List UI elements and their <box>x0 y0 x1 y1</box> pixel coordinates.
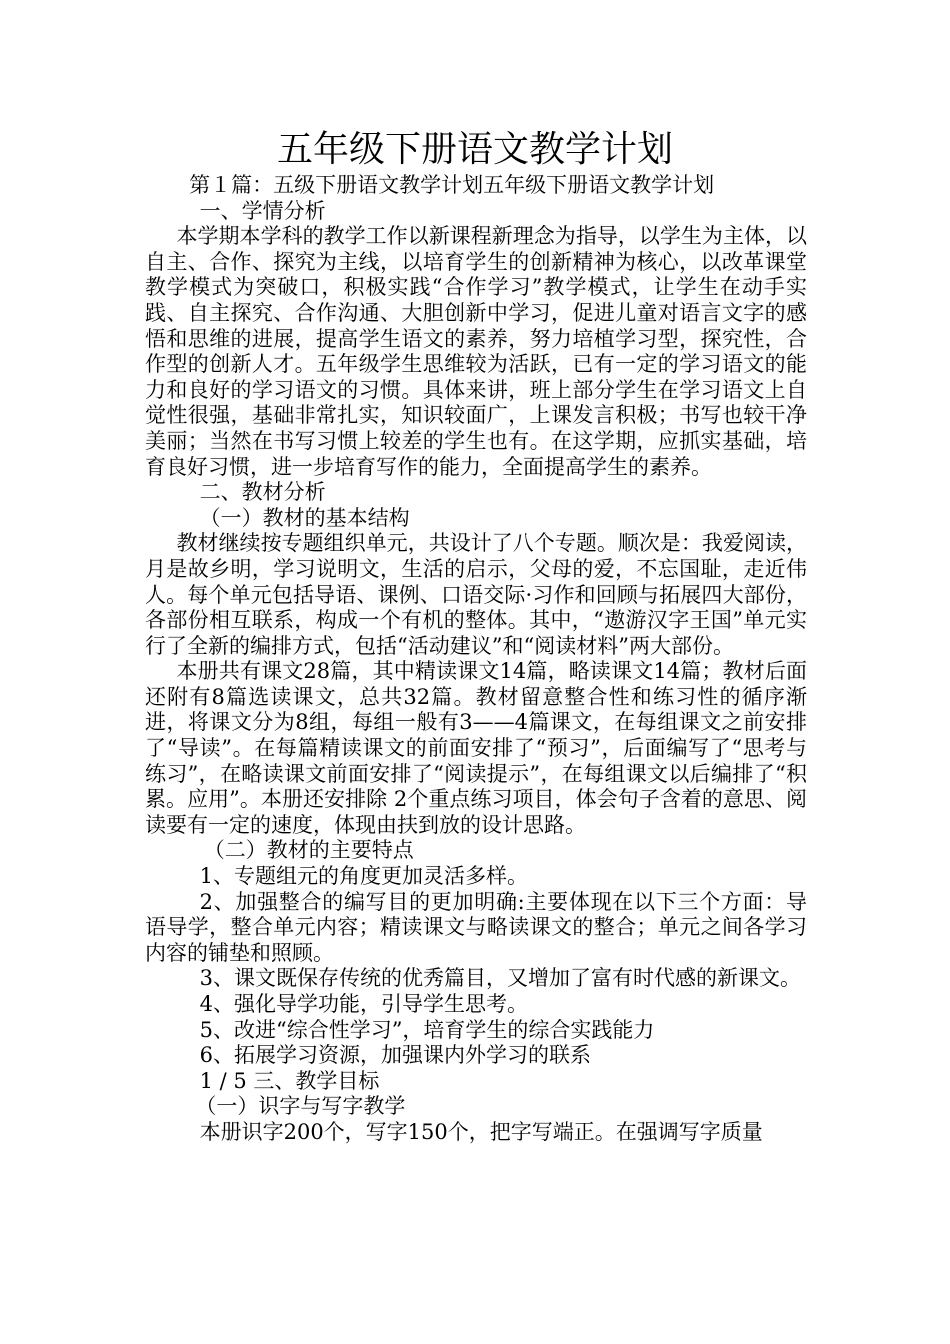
paragraph-tedian-1: 1、专题组元的角度更加灵活多样。 <box>199 864 528 889</box>
paragraph-tedian-6: 6、拓展学习资源，加强课内外学习的联系 <box>199 1043 591 1068</box>
paragraph-tedian-5: 5、改进“综合性学习”，培育学生的综合实践能力 <box>199 1017 655 1042</box>
paragraph-jiegou-1: 教材继续按专题组织单元，共设计了八个专题。顺次是：我爱阅读，月是故乡明，学习说明文，生活的启示，父母的爱，不忘国耻，走近伟人。每个单元包括导语、课例、口语交际·习作和回顾与拓展四大部份，各部份相互联系，构成一个有机的整体。其中，“遨游汉字王国”单元实行了全新的编排方式，包括“活动建议”和“阅读材料”两大部份。 <box>145 531 807 658</box>
paragraph-xueqing: 本学期本学科的教学工作以新课程新理念为指导，以学生为主体，以自主、合作、探究为主线，以培育学生的创新精神为核心，以改革课堂教学模式为突破口，积极实践“合作学习”教学模式，让学生在动手实践、自主探究、合作沟通、大胆创新中学习，促进儿童对语言文字的感悟和思维的进展，提高学生语文的素养，努力培植学习型，探究性，合作型的创新人才。五年级学生思维较为活跃，已有一定的学习语文的能力和良好的学习语文的习惯。具体来讲，班上部分学生在学习语文上自觉性很强，基础非常扎实，知识较面广，上课发言积极；书写也较干净美丽；当然在书写习惯上较差的学生也有。在这学期，应抓实基础，培育良好习惯，进一步培育写作的能力，全面提高学生的素养。 <box>145 224 807 479</box>
heading-tedian: （二）教材的主要特点 <box>203 838 414 863</box>
paragraph-jiegou-2: 本册共有课文28篇，其中精读课文14篇，略读课文14篇；教材后面还附有8篇选读课文，总共32篇。教材留意整合性和练习性的循序渐进，将课文分为8组，每组一般有3——4篇课文，在每组课文之前安排了“导读”。在每篇精读课文的前面安排了“预习”，后面编写了“思考与练习”，在略读课文前面安排了“阅读提示”，在每组课文以后编排了“积累。应用”。本册还安排除 2个重点练习项目，体会句子含着的意思、阅读要有一定的速度，体现由扶到放的设计思路。 <box>145 659 807 837</box>
document-body <box>145 173 807 1146</box>
paragraph-tedian-4: 4、强化导学功能，引导学生思考。 <box>199 992 528 1016</box>
paragraph-shizi: 本册识字200个，写字150个，把字写端正。在强调写字质量 <box>199 1119 763 1144</box>
heading-jiaocai: 二、教材分析 <box>199 480 326 505</box>
heading-shizi: （一）识字与写字教学 <box>195 1094 406 1119</box>
page-number-and-heading-mubiao: 1 / 5 三、教学目标 <box>199 1068 380 1093</box>
paragraph-tedian-2: 2、加强整合的编写目的更加明确:主要体现在以下三个方面：导语导学，整合单元内容；精读课文与略读课文的整合；单元之间各学习内容的铺垫和照顾。 <box>145 889 807 965</box>
subtitle: 第１篇：五级下册语文教学计划五年级下册语文教学计划 <box>189 173 715 197</box>
heading-xueqing: 一、学情分析 <box>199 198 326 223</box>
heading-jiegou: （一）教材的基本结构 <box>199 505 410 530</box>
paragraph-tedian-3: 3、课文既保存传统的优秀篇目，又增加了富有时代感的新课文。 <box>199 966 801 991</box>
document-title: 五年级下册语文教学计划 <box>276 129 673 170</box>
